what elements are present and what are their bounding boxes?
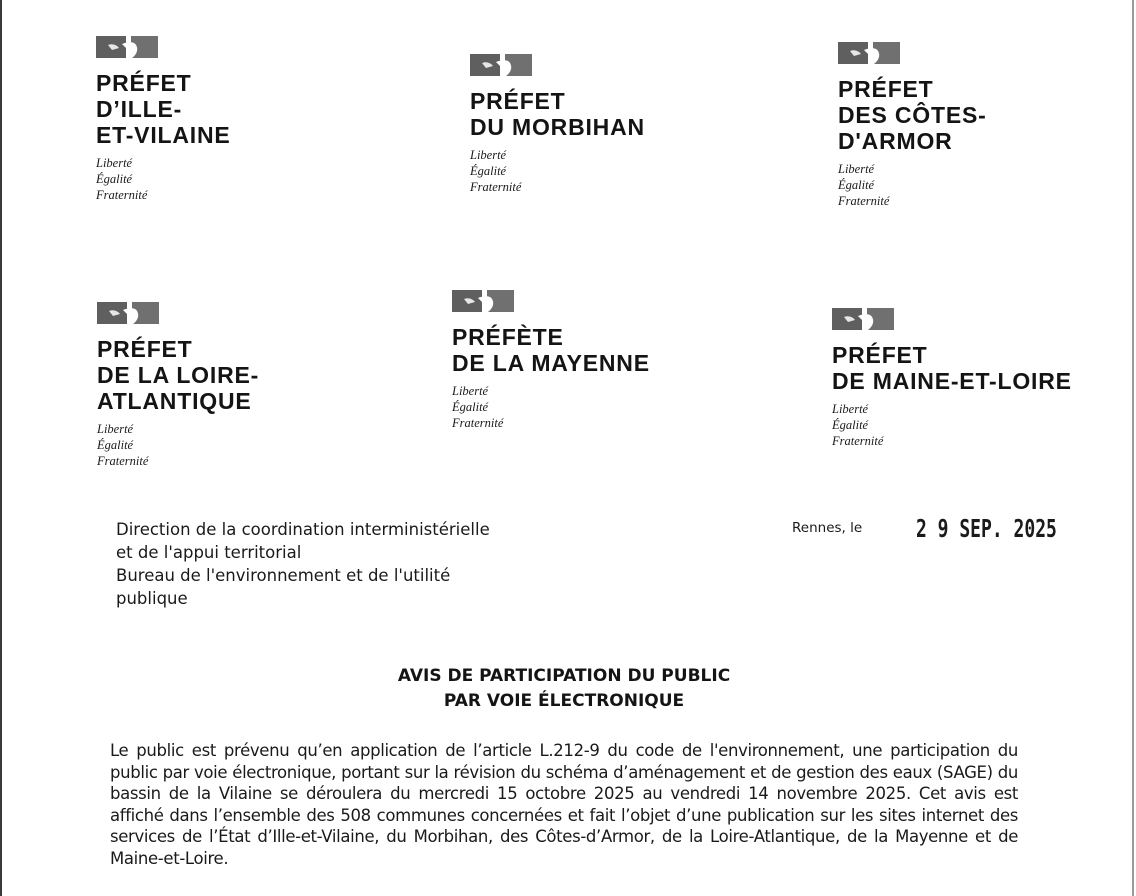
prefecture-block-loire-atlantique bbox=[97, 302, 259, 469]
prefecture-title: PRÉFET DES CÔTES- D'ARMOR bbox=[838, 76, 987, 154]
notice-title-line: PAR VOIE ÉLECTRONIQUE bbox=[443, 691, 685, 711]
department-line: Direction de la coordination interministérielle bbox=[116, 520, 490, 539]
republic-motto: Liberté Égalité Fraternité bbox=[470, 148, 522, 194]
republic-motto: Liberté Égalité Fraternité bbox=[96, 156, 148, 202]
notice-body-paragraph: Le public est prévenu qu’en application de l’article L.212-9 du code de l'environnement, une participation du public par voie électronique, portant sur la révision du schéma d’aménagement et de gestion des eaux (SAGE) du bassin de la Vilaine se déroulera du mercredi 15 octobre 2025 au vendredi 14 novembre 2025. Cet avis est affiché dans l’ensemble des 508 communes concernées et fait l’objet d’une publication sur les sites internet des services de l’État d’Ille-et-Vilaine, du Morbihan, des Côtes-d’Armor, de la Loire-Atlantique, de la Mayenne et de Maine-et-Loire. bbox=[110, 741, 1018, 868]
prefecture-title: PRÉFÈTE DE LA MAYENNE bbox=[452, 324, 650, 376]
page-edge bbox=[0, 0, 2, 896]
prefecture-block-cotes-darmor bbox=[838, 42, 987, 209]
prefecture-title: PRÉFET DU MORBIHAN bbox=[470, 88, 645, 140]
notice-title-line: AVIS DE PARTICIPATION DU PUBLIC bbox=[397, 666, 731, 686]
marianne-logo-icon bbox=[452, 290, 514, 312]
republic-motto: Liberté Égalité Fraternité bbox=[97, 422, 149, 468]
republic-motto: Liberté Égalité Fraternité bbox=[832, 402, 884, 448]
marianne-logo-icon bbox=[96, 36, 158, 58]
page-edge bbox=[1132, 0, 1134, 896]
republic-motto: Liberté Égalité Fraternité bbox=[452, 384, 504, 430]
issuing-department bbox=[116, 518, 566, 610]
republic-motto: Liberté Égalité Fraternité bbox=[838, 162, 890, 208]
marianne-logo-icon bbox=[97, 302, 159, 324]
prefecture-block-maine-et-loire bbox=[832, 308, 1072, 449]
marianne-logo-icon bbox=[838, 42, 900, 64]
department-line: et de l'appui territorial bbox=[116, 543, 302, 562]
prefecture-block-morbihan bbox=[470, 54, 645, 195]
date-stamp: 2 9 SEP. 2025 bbox=[916, 514, 1057, 543]
marianne-logo-icon bbox=[832, 308, 894, 330]
notice-title bbox=[0, 664, 1128, 714]
department-line: publique bbox=[116, 589, 188, 608]
prefecture-block-mayenne bbox=[452, 290, 650, 431]
place-label: Rennes, le bbox=[792, 520, 863, 536]
marianne-logo-icon bbox=[470, 54, 532, 76]
prefecture-title: PRÉFET D’ILLE- ET-VILAINE bbox=[96, 70, 231, 148]
department-line: Bureau de l'environnement et de l'utilité bbox=[116, 566, 451, 585]
prefecture-title: PRÉFET DE MAINE-ET-LOIRE bbox=[832, 342, 1072, 394]
prefecture-block-ille-et-vilaine bbox=[96, 36, 231, 203]
prefecture-title: PRÉFET DE LA LOIRE- ATLANTIQUE bbox=[97, 336, 260, 414]
